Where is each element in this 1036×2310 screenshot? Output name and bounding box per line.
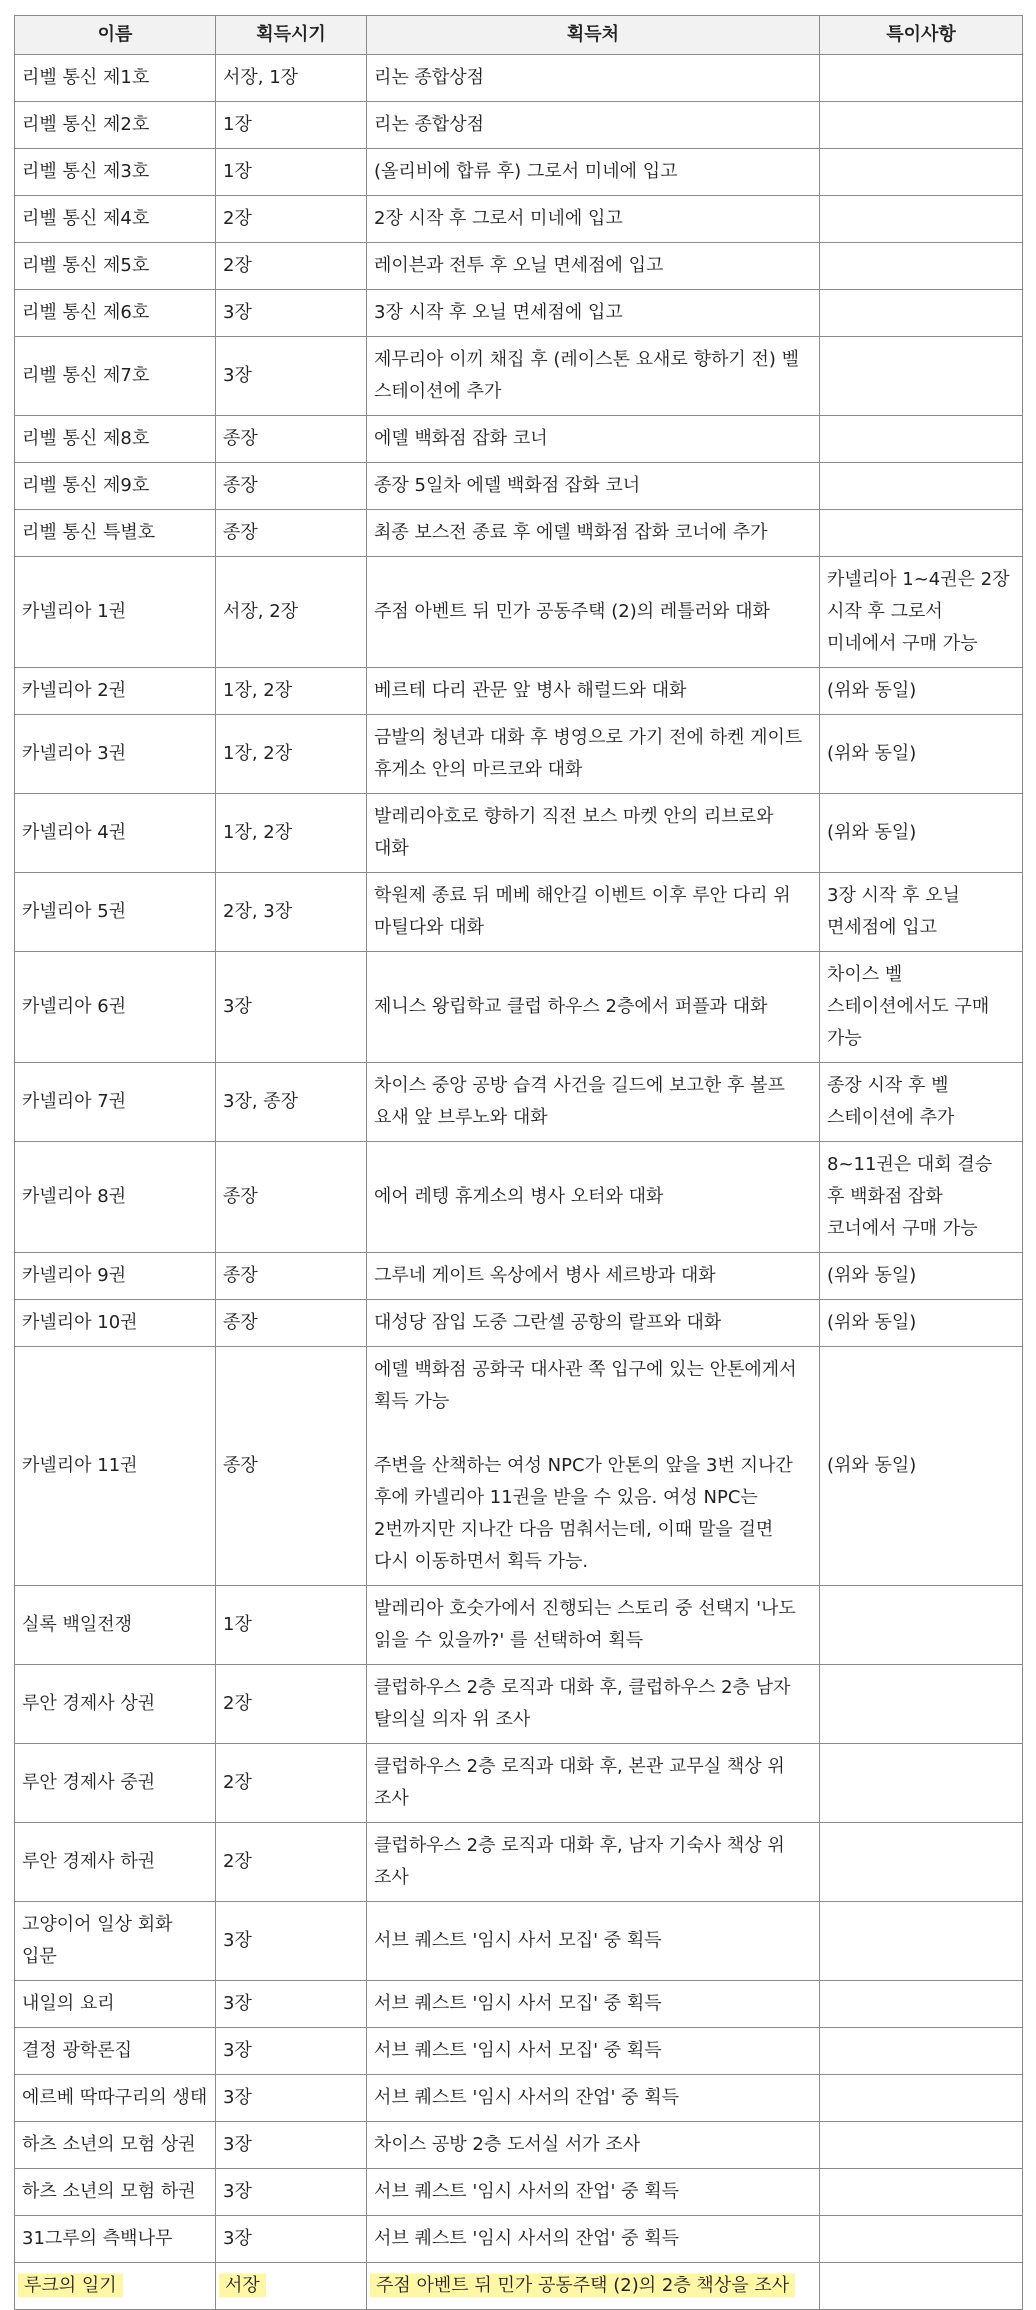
table-row (15, 2028, 1023, 2075)
cell-source: 그루네 게이트 옥상에서 병사 세르방과 대화 (367, 1253, 820, 1300)
cell-name: 루안 경제사 하권 (15, 1823, 216, 1902)
table-row (15, 102, 1023, 149)
table-row (15, 1586, 1023, 1665)
source-paragraph: 주변을 산책하는 여성 NPC가 안톤의 앞을 3번 지나간 후에 카넬리아 11권을 받을 수 있음. 여성 NPC는 2번까지만 지나간 다음 멈춰서는데, 이때 말을 걸면 다시 이동하면서 획득 가능. (374, 1455, 793, 1572)
table-row (15, 510, 1023, 557)
cell-time: 3장 (216, 952, 367, 1063)
cell-source: 금발의 청년과 대화 후 병영으로 가기 전에 하켄 게이트 휴게소 안의 마르코와 대화 (367, 715, 820, 794)
cell-time: 종장 (216, 1300, 367, 1347)
table-row (15, 149, 1023, 196)
cell-time: 2장 (216, 1665, 367, 1744)
cell-name: 카넬리아 10권 (15, 1300, 216, 1347)
cell-name: 카넬리아 4권 (15, 794, 216, 873)
cell-note (820, 102, 1023, 149)
cell-time: 1장 (216, 102, 367, 149)
book-acquisition-table (14, 15, 1023, 2310)
header-time: 획득시기 (216, 16, 367, 55)
cell-note (820, 337, 1023, 416)
cell-time: 서장, 2장 (216, 557, 367, 668)
cell-name: 리벨 통신 제7호 (15, 337, 216, 416)
cell-source: 리논 종합상점 (367, 55, 820, 102)
cell-time: 1장, 2장 (216, 794, 367, 873)
cell-note: 8~11권은 대회 결승 후 백화점 잡화 코너에서 구매 가능 (820, 1142, 1023, 1253)
table-row (15, 794, 1023, 873)
cell-time: 3장 (216, 1902, 367, 1981)
table-row (15, 55, 1023, 102)
cell-note (820, 2122, 1023, 2169)
cell-source: 발레리아호로 향하기 직전 보스 마켓 안의 리브로와 대화 (367, 794, 820, 873)
cell-name (15, 2263, 216, 2310)
cell-note: 3장 시작 후 오닐 면세점에 입고 (820, 873, 1023, 952)
cell-source: 학원제 종료 뒤 메베 해안길 이벤트 이후 루안 다리 위 마틸다와 대화 (367, 873, 820, 952)
cell-note: (위와 동일) (820, 1253, 1023, 1300)
cell-note (820, 2263, 1023, 2310)
cell-note (820, 1981, 1023, 2028)
cell-source: 서브 퀘스트 '임시 사서 모집' 중 획득 (367, 1902, 820, 1981)
cell-name: 31그루의 측백나무 (15, 2216, 216, 2263)
table-row (15, 668, 1023, 715)
table-row (15, 952, 1023, 1063)
cell-name: 리벨 통신 제1호 (15, 55, 216, 102)
table-row (15, 290, 1023, 337)
cell-time: 3장, 종장 (216, 1063, 367, 1142)
cell-note (820, 1744, 1023, 1823)
cell-name: 카넬리아 7권 (15, 1063, 216, 1142)
cell-source (367, 1347, 820, 1586)
cell-source: 레이븐과 전투 후 오닐 면세점에 입고 (367, 243, 820, 290)
cell-source: 서브 퀘스트 '임시 사서 모집' 중 획득 (367, 2028, 820, 2075)
cell-name: 에르베 딱따구리의 생태 (15, 2075, 216, 2122)
cell-source: 베르테 다리 관문 앞 병사 해럴드와 대화 (367, 668, 820, 715)
cell-time: 3장 (216, 2216, 367, 2263)
cell-name: 카넬리아 3권 (15, 715, 216, 794)
table-row (15, 463, 1023, 510)
cell-note: (위와 동일) (820, 668, 1023, 715)
cell-source: (올리비에 합류 후) 그로서 미네에 입고 (367, 149, 820, 196)
cell-source: 차이스 공방 2층 도서실 서가 조사 (367, 2122, 820, 2169)
cell-note (820, 2075, 1023, 2122)
cell-name: 리벨 통신 제5호 (15, 243, 216, 290)
cell-name: 카넬리아 2권 (15, 668, 216, 715)
cell-source (367, 2263, 820, 2310)
cell-note (820, 2028, 1023, 2075)
cell-name: 카넬리아 6권 (15, 952, 216, 1063)
cell-time: 3장 (216, 2122, 367, 2169)
header-note: 특이사항 (820, 16, 1023, 55)
highlight-mark: 서장 (219, 2271, 266, 2300)
cell-name: 고양이어 일상 회화 입문 (15, 1902, 216, 1981)
cell-time: 3장 (216, 1981, 367, 2028)
cell-note (820, 55, 1023, 102)
cell-note: (위와 동일) (820, 715, 1023, 794)
cell-name: 카넬리아 1권 (15, 557, 216, 668)
cell-name: 카넬리아 11권 (15, 1347, 216, 1586)
cell-time: 2장 (216, 1823, 367, 1902)
cell-time: 1장 (216, 1586, 367, 1665)
table-row (15, 715, 1023, 794)
cell-name: 카넬리아 8권 (15, 1142, 216, 1253)
cell-time: 3장 (216, 2169, 367, 2216)
cell-time: 1장, 2장 (216, 715, 367, 794)
cell-source: 제니스 왕립학교 클럽 하우스 2층에서 퍼플과 대화 (367, 952, 820, 1063)
cell-time: 2장 (216, 243, 367, 290)
cell-name: 리벨 통신 제3호 (15, 149, 216, 196)
cell-time: 종장 (216, 1253, 367, 1300)
source-paragraph: 에델 백화점 공화국 대사관 쪽 입구에 있는 안톤에게서 획득 가능 (374, 1359, 797, 1412)
table-row (15, 557, 1023, 668)
table-row (15, 2122, 1023, 2169)
cell-note: 차이스 벨 스테이션에서도 구매 가능 (820, 952, 1023, 1063)
table-row (15, 196, 1023, 243)
cell-time: 3장 (216, 2075, 367, 2122)
cell-note: 카넬리아 1~4권은 2장 시작 후 그로서 미네에서 구매 가능 (820, 557, 1023, 668)
cell-source: 종장 5일차 에델 백화점 잡화 코너 (367, 463, 820, 510)
cell-name: 리벨 통신 특별호 (15, 510, 216, 557)
table-body (15, 55, 1023, 2310)
cell-source: 리논 종합상점 (367, 102, 820, 149)
table-row (15, 873, 1023, 952)
header-source: 획득처 (367, 16, 820, 55)
cell-name: 카넬리아 9권 (15, 1253, 216, 1300)
cell-name: 리벨 통신 제2호 (15, 102, 216, 149)
table-row (15, 1347, 1023, 1586)
cell-time: 2장, 3장 (216, 873, 367, 952)
cell-time: 1장 (216, 149, 367, 196)
cell-note (820, 463, 1023, 510)
table-row (15, 337, 1023, 416)
cell-note (820, 1902, 1023, 1981)
cell-source: 서브 퀘스트 '임시 사서의 잔업' 중 획득 (367, 2169, 820, 2216)
cell-time: 서장, 1장 (216, 55, 367, 102)
table-row (15, 416, 1023, 463)
table-row (15, 1063, 1023, 1142)
cell-time: 3장 (216, 337, 367, 416)
cell-name: 결정 광학론집 (15, 2028, 216, 2075)
highlight-mark: 주점 아벤트 뒤 민가 공동주택 (2)의 2층 책상을 조사 (370, 2271, 795, 2300)
cell-name: 리벨 통신 제8호 (15, 416, 216, 463)
cell-note (820, 196, 1023, 243)
cell-time: 3장 (216, 2028, 367, 2075)
table-row (15, 1665, 1023, 1744)
table-row (15, 1744, 1023, 1823)
table-header-row (15, 16, 1023, 55)
cell-note: (위와 동일) (820, 794, 1023, 873)
table-row (15, 1300, 1023, 1347)
cell-note: (위와 동일) (820, 1347, 1023, 1586)
cell-time: 1장, 2장 (216, 668, 367, 715)
cell-time (216, 2263, 367, 2310)
cell-note (820, 416, 1023, 463)
cell-note (820, 1586, 1023, 1665)
cell-source: 클럽하우스 2층 로직과 대화 후, 본관 교무실 책상 위 조사 (367, 1744, 820, 1823)
table-row (15, 1253, 1023, 1300)
cell-note (820, 510, 1023, 557)
cell-source: 클럽하우스 2층 로직과 대화 후, 클럽하우스 2층 남자 탈의실 의자 위 조사 (367, 1665, 820, 1744)
cell-name: 루안 경제사 중권 (15, 1744, 216, 1823)
cell-name: 리벨 통신 제6호 (15, 290, 216, 337)
table-row (15, 1142, 1023, 1253)
cell-source: 에어 레텡 휴게소의 병사 오터와 대화 (367, 1142, 820, 1253)
cell-source: 차이스 중앙 공방 습격 사건을 길드에 보고한 후 볼프 요새 앞 브루노와 대화 (367, 1063, 820, 1142)
table-row (15, 1902, 1023, 1981)
cell-source: 2장 시작 후 그로서 미네에 입고 (367, 196, 820, 243)
cell-note (820, 1823, 1023, 1902)
cell-note (820, 2169, 1023, 2216)
cell-source: 서브 퀘스트 '임시 사서의 잔업' 중 획득 (367, 2216, 820, 2263)
cell-note: 종장 시작 후 벨 스테이션에 추가 (820, 1063, 1023, 1142)
table-row (15, 2169, 1023, 2216)
highlight-mark: 루크의 일기 (18, 2271, 123, 2300)
cell-name: 내일의 요리 (15, 1981, 216, 2028)
cell-time: 종장 (216, 510, 367, 557)
cell-source: 에델 백화점 잡화 코너 (367, 416, 820, 463)
header-name: 이름 (15, 16, 216, 55)
cell-time: 종장 (216, 416, 367, 463)
cell-source: 주점 아벤트 뒤 민가 공동주택 (2)의 레틀러와 대화 (367, 557, 820, 668)
cell-time: 종장 (216, 463, 367, 510)
cell-name: 루안 경제사 상권 (15, 1665, 216, 1744)
cell-source: 3장 시작 후 오닐 면세점에 입고 (367, 290, 820, 337)
cell-time: 3장 (216, 290, 367, 337)
cell-time: 2장 (216, 196, 367, 243)
cell-name: 실록 백일전쟁 (15, 1586, 216, 1665)
cell-source: 대성당 잠입 도중 그란셀 공항의 랄프와 대화 (367, 1300, 820, 1347)
cell-note (820, 149, 1023, 196)
cell-note (820, 1665, 1023, 1744)
table-row (15, 2075, 1023, 2122)
cell-name: 카넬리아 5권 (15, 873, 216, 952)
table-row (15, 243, 1023, 290)
cell-name: 리벨 통신 제4호 (15, 196, 216, 243)
cell-source: 서브 퀘스트 '임시 사서의 잔업' 중 획득 (367, 2075, 820, 2122)
cell-note (820, 243, 1023, 290)
table-row (15, 1823, 1023, 1902)
table-row (15, 2263, 1023, 2310)
book-table-wrapper (14, 15, 1023, 2310)
cell-source: 발레리아 호숫가에서 진행되는 스토리 중 선택지 '나도 읽을 수 있을까?' 를 선택하여 획득 (367, 1586, 820, 1665)
cell-source: 서브 퀘스트 '임시 사서 모집' 중 획득 (367, 1981, 820, 2028)
cell-time: 종장 (216, 1142, 367, 1253)
cell-name: 하츠 소년의 모험 상권 (15, 2122, 216, 2169)
cell-source: 제무리아 이끼 채집 후 (레이스톤 요새로 향하기 전) 벨 스테이션에 추가 (367, 337, 820, 416)
table-row (15, 1981, 1023, 2028)
cell-source: 클럽하우스 2층 로직과 대화 후, 남자 기숙사 책상 위 조사 (367, 1823, 820, 1902)
cell-name: 리벨 통신 제9호 (15, 463, 216, 510)
cell-time: 2장 (216, 1744, 367, 1823)
cell-time: 종장 (216, 1347, 367, 1586)
cell-source: 최종 보스전 종료 후 에델 백화점 잡화 코너에 추가 (367, 510, 820, 557)
cell-note (820, 290, 1023, 337)
table-row (15, 2216, 1023, 2263)
cell-name: 하츠 소년의 모험 하권 (15, 2169, 216, 2216)
cell-note (820, 2216, 1023, 2263)
cell-note: (위와 동일) (820, 1300, 1023, 1347)
